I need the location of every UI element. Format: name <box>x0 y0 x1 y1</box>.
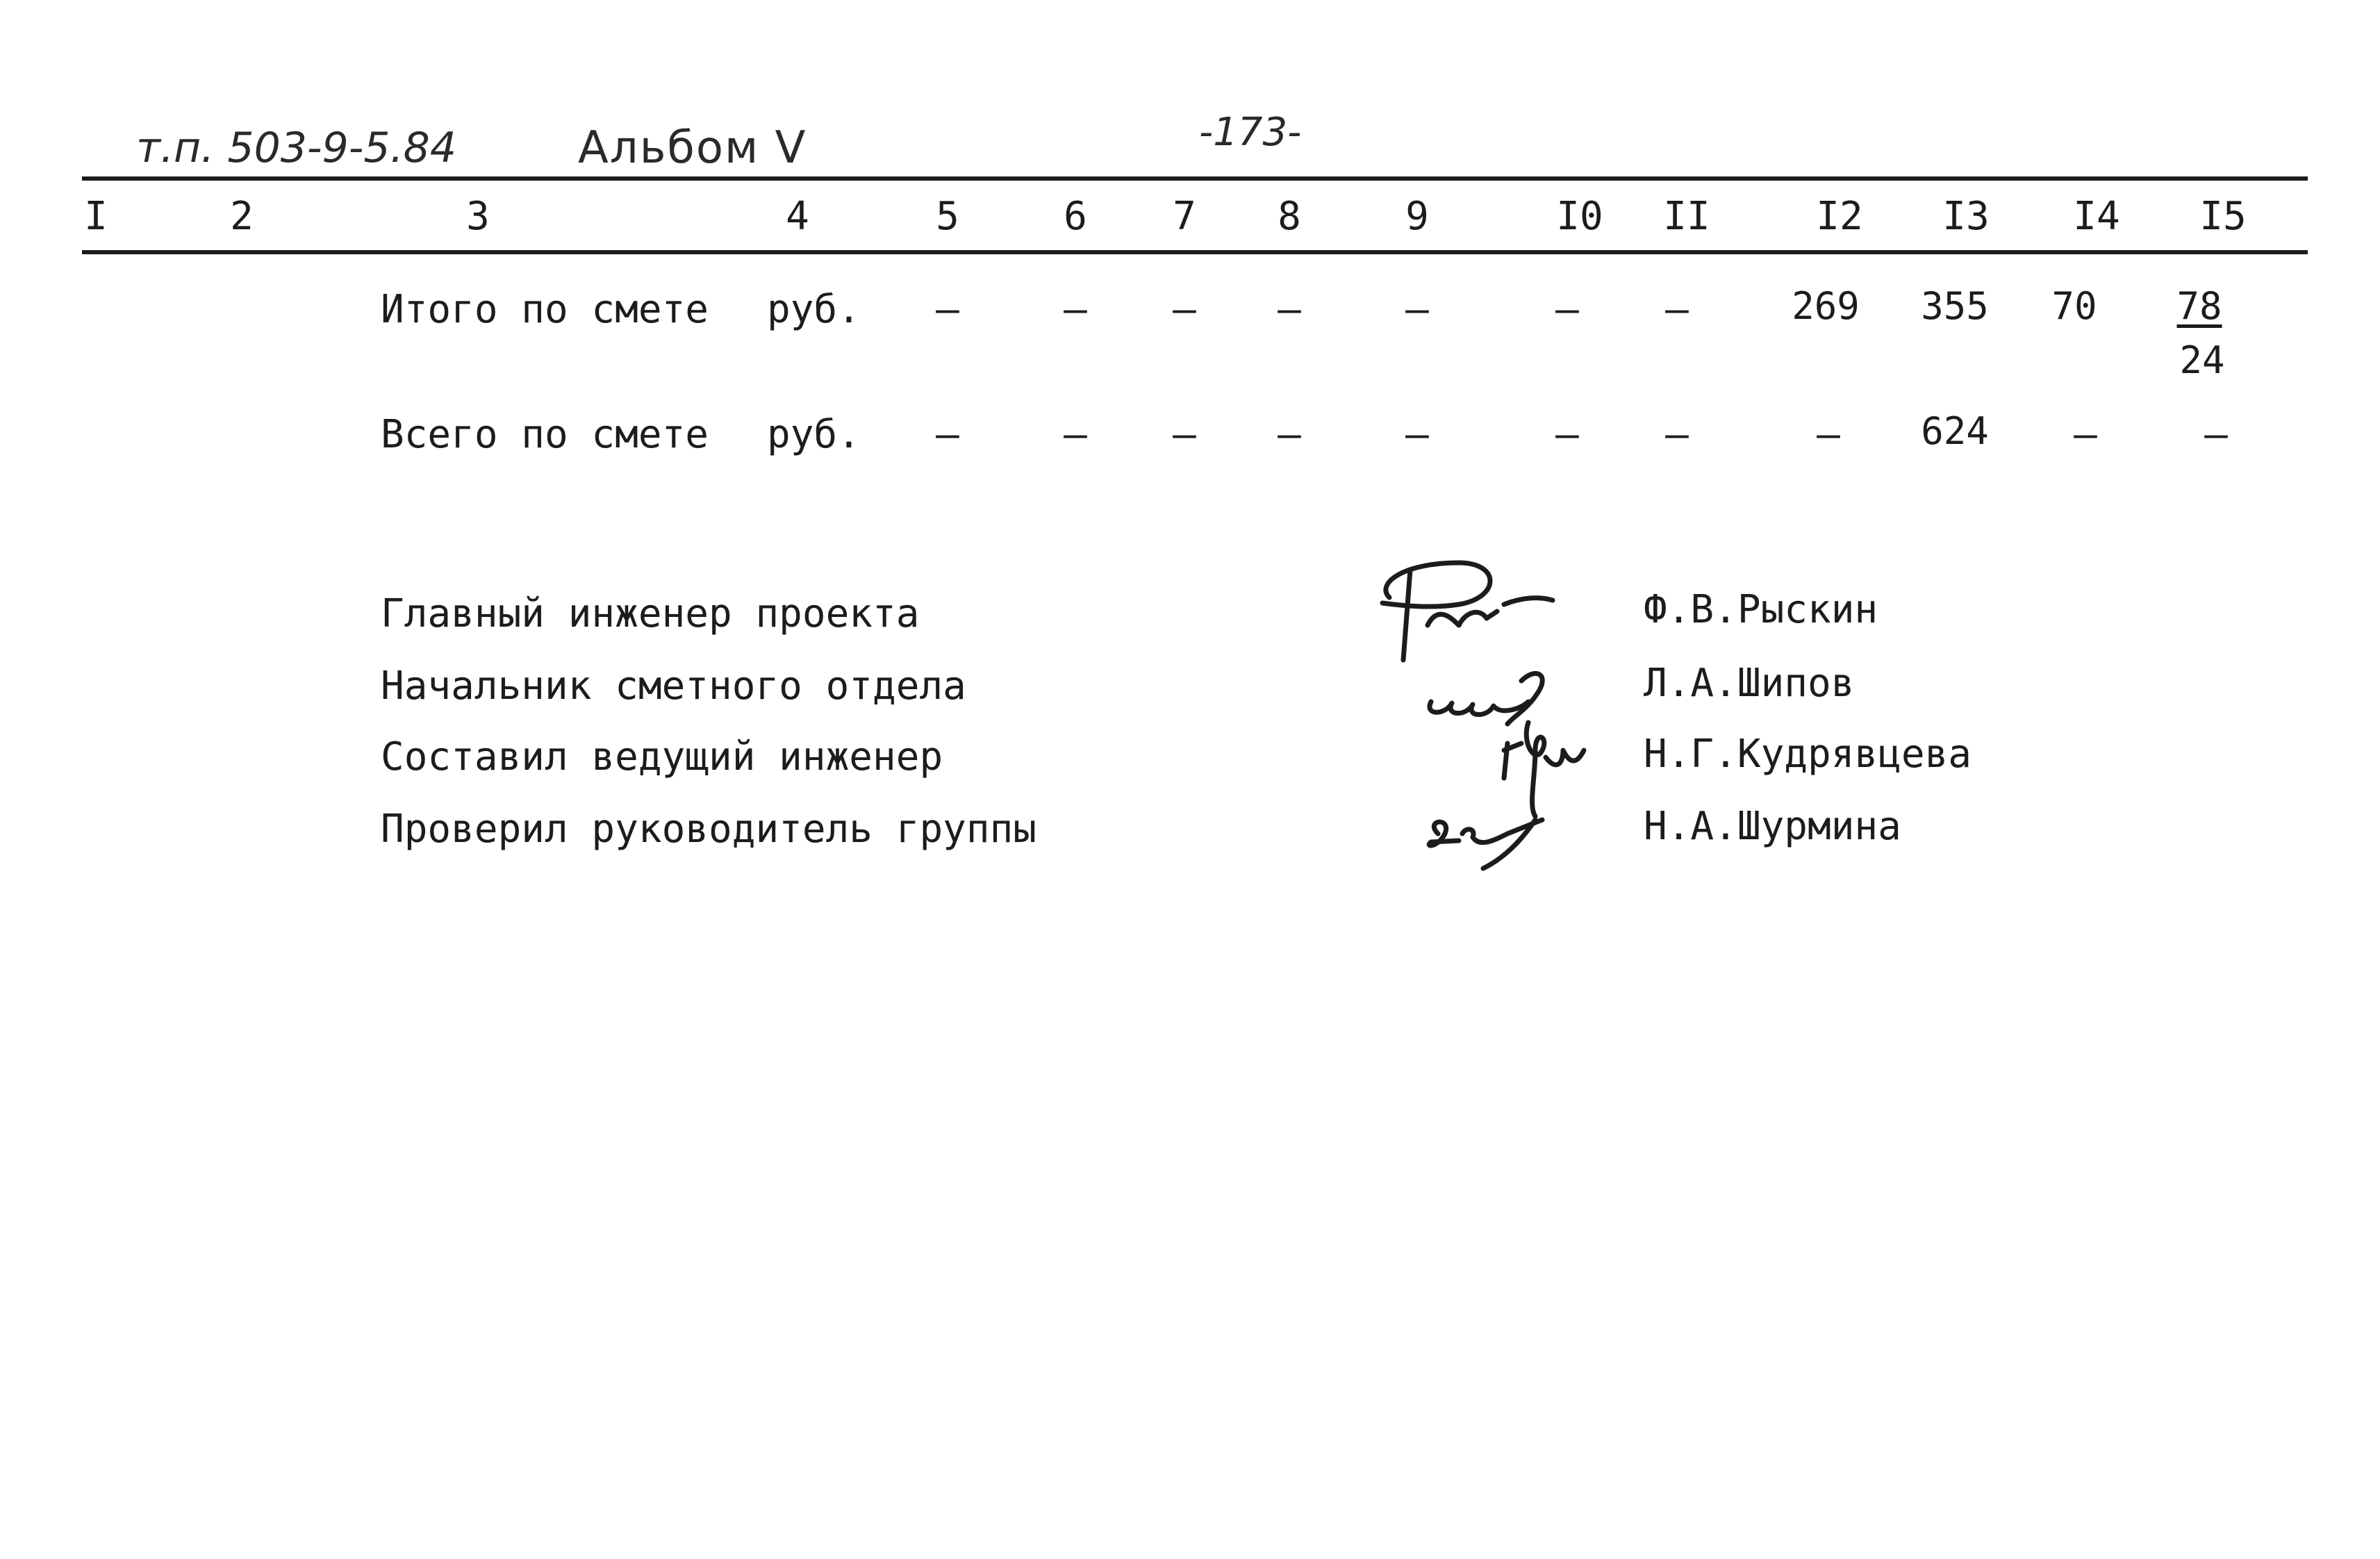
cell-dash: – <box>2074 412 2097 457</box>
cell-dash: – <box>1173 287 1196 332</box>
handwritten-signature <box>1362 542 1681 875</box>
column-header: 5 <box>936 194 959 239</box>
cell-dash: – <box>1817 412 1840 457</box>
row-unit: руб. <box>767 287 861 332</box>
cell-value: 355 <box>1921 284 1989 328</box>
column-header: 4 <box>786 194 809 239</box>
cell-dash: – <box>1405 287 1429 332</box>
cell-value: 70 <box>2051 284 2097 328</box>
cell-dash: – <box>1173 412 1196 457</box>
cell-dash: – <box>936 287 959 332</box>
signer-position: Начальник сметного отдела <box>381 663 966 709</box>
cell-dash: – <box>2204 412 2228 457</box>
column-header: 3 <box>466 194 490 239</box>
column-header: I2 <box>1816 194 1863 239</box>
signer-name: Л.А.Шипов <box>1644 661 1855 706</box>
header-bottom-rule <box>82 250 2308 254</box>
project-code: т.п. 503-9-5.84 <box>136 124 456 172</box>
signer-name: Н.А.Шурмина <box>1644 804 1901 849</box>
cell-dash: – <box>1555 412 1579 457</box>
cell-dash: – <box>1064 412 1087 457</box>
column-header: 8 <box>1278 194 1301 239</box>
cell-value: 624 <box>1921 409 1989 453</box>
column-header: I4 <box>2073 194 2120 239</box>
column-header: 7 <box>1173 194 1196 239</box>
column-header: I <box>84 194 108 239</box>
signer-name: Ф.В.Рыскин <box>1644 587 1878 632</box>
header-top-rule <box>82 176 2308 181</box>
cell-dash: – <box>1278 287 1301 332</box>
cell-dash: – <box>1555 287 1579 332</box>
cell-dash: – <box>1665 287 1689 332</box>
column-header: I5 <box>2199 194 2247 239</box>
cell-dash: – <box>1064 287 1087 332</box>
cell-dash: – <box>1278 412 1301 457</box>
signer-name: Н.Г.Кудрявцева <box>1644 732 1972 777</box>
signer-position: Проверил руководитель группы <box>381 807 1037 852</box>
signer-position: Главный инженер проекта <box>381 591 920 636</box>
row-unit: руб. <box>767 412 861 457</box>
page-number: -173- <box>1199 110 1302 155</box>
cell-dash: – <box>1665 412 1689 457</box>
column-header: 6 <box>1064 194 1087 239</box>
row-label: Всего по смете <box>381 412 709 457</box>
cell-dash: – <box>1405 412 1429 457</box>
column-header: II <box>1663 194 1710 239</box>
column-header: 9 <box>1405 194 1429 239</box>
row-label: Итого по смете <box>381 287 709 332</box>
column-header: 2 <box>230 194 254 239</box>
cell-value-denominator: 24 <box>2179 338 2225 382</box>
column-header: I3 <box>1942 194 1990 239</box>
album-label: Альбом V <box>578 122 807 174</box>
signer-position: Составил ведущий инженер <box>381 734 943 780</box>
cell-value-numerator: 78 <box>2176 284 2222 328</box>
cell-dash: – <box>936 412 959 457</box>
column-header: I0 <box>1556 194 1603 239</box>
cell-value: 269 <box>1792 284 1860 328</box>
